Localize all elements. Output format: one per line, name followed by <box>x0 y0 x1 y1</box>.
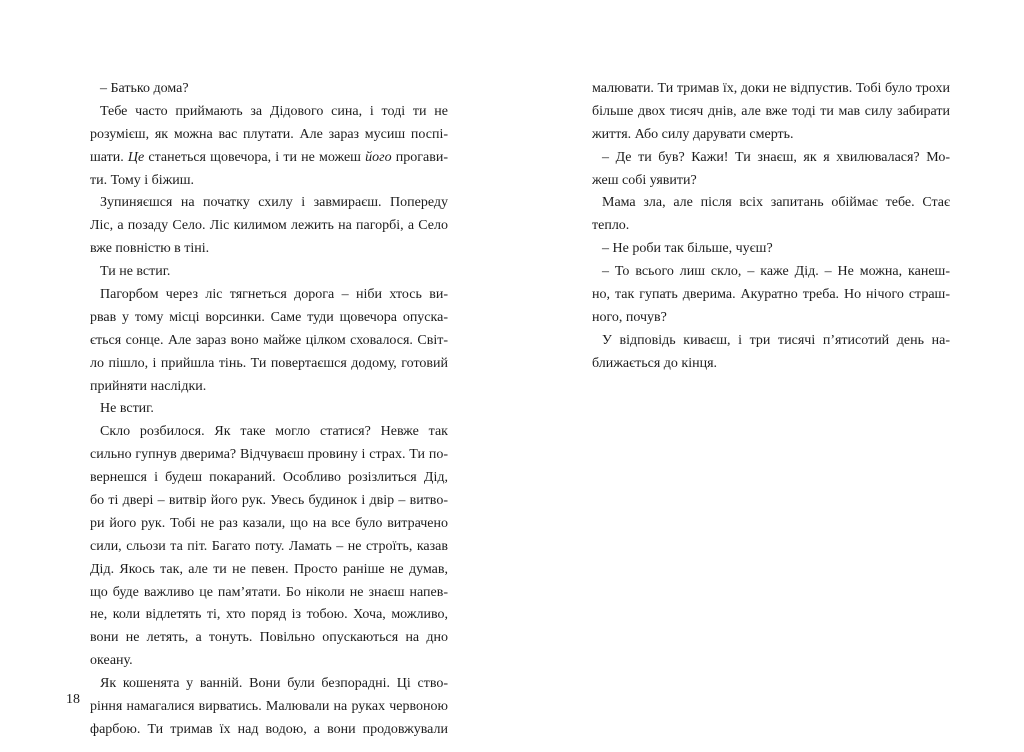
text-line: ри його рук. Тобі не раз казали, що на все було витрачено <box>90 515 448 531</box>
text-line: вони не летять, а тонуть. Повільно опускаються на дно <box>90 630 448 646</box>
text-line: – То всього лиш скло, – каже Дід. – Не можна, канеш- <box>602 264 950 280</box>
text-line: – Батько дома? <box>100 81 189 96</box>
text-line: Зупиняєшся на початку схилу і завмираєш. Попереду <box>100 195 448 211</box>
text-line: ріння намагалися вирватись. Малювали на руках червоною <box>90 699 448 715</box>
text-line: жеш собі уявити? <box>592 172 697 188</box>
text-line: фарбою. Ти тримав їх над водою, а вони продовжували <box>90 721 448 737</box>
page-number: 18 <box>66 692 80 707</box>
text-line: розумієш, як можна вас плутати. Але зараз мусиш поспі- <box>90 126 448 142</box>
text-line: ного, почув? <box>592 309 667 325</box>
text-line: ється сонце. Але зараз воно майже цілком сховалося. Світ- <box>90 332 448 348</box>
text-line: Тебе часто приймають за Дідового сина, і тоді ти не <box>100 103 448 119</box>
text-line: У відповідь киваєш, і три тисячі п’ятисотий день на- <box>602 332 950 348</box>
text-line: тепло. <box>592 218 630 234</box>
text-line: Дід. Якось так, але ти не певен. Просто раніше не думав, <box>90 561 448 577</box>
text-line: Мама зла, але після всіх запитань обіймає тебе. Стає <box>602 195 950 211</box>
right-page-text <box>592 78 950 376</box>
text-line: ти. Тому і біжиш. <box>90 172 195 188</box>
text-line: Ти не встиг. <box>100 264 171 280</box>
text-line: Пагорбом через ліс тягнеться дорога – ніби хтось ви- <box>100 287 448 303</box>
text-line: малювати. Ти тримав їх, доки не відпустив. Тобі було трохи <box>592 81 950 96</box>
text-line: Як кошенята у ванній. Вони були безпорадні. Ці ство- <box>100 676 448 692</box>
text-line: вже повністю в тіні. <box>90 241 210 257</box>
text-line: що буде важливо це пам’ятати. Бо ніколи не знаєш напев- <box>90 584 448 600</box>
text-line: но, так гупать дверима. Акуратно треба. Но нічого страш- <box>592 287 950 303</box>
text-line: Скло розбилося. Як таке могло статися? Невже так <box>100 424 448 440</box>
text-line: прийняти наслідки. <box>90 378 207 394</box>
text-line: сильно гупнув дверима? Відчуваєш провину і страх. Ти по- <box>90 447 448 463</box>
text-line: сили, сльози та піт. Багато поту. Ламать – не строїть, казав <box>90 538 448 554</box>
text-line: не, коли відлетять ті, хто поряд із тобою. Хоча, можливо, <box>90 607 448 623</box>
text-line: ло пішло, і прийшла тінь. Ти повертаєшся додому, готовий <box>90 355 448 371</box>
text-line: – Не роби так більше, чуєш? <box>602 241 773 257</box>
text-line: Не встиг. <box>100 401 154 417</box>
text-line: океану. <box>90 653 133 669</box>
text-line: шати. Це станеться щовечора, і ти не можеш його прогави- <box>90 149 448 165</box>
text-line: – Де ти був? Кажи! Ти знаєш, як я хвилювалася? Мо- <box>602 149 950 165</box>
text-line: бо ті двері – витвір його рук. Увесь будинок і двір – витво- <box>90 493 448 509</box>
left-page-text <box>90 78 448 742</box>
text-line: вернешся і будеш покараний. Особливо розізлиться Дід, <box>90 470 448 486</box>
text-line: життя. Або силу дарувати смерть. <box>592 126 794 142</box>
text-line: Ліс, а позаду Село. Ліс килимом лежить на пагорбі, а Село <box>90 218 448 234</box>
text-line: ближається до кінця. <box>592 355 718 371</box>
text-line: більше двох тисяч днів, але вже тоді ти мав силу забирати <box>592 103 950 119</box>
text-line: рвав у тому місці ворсинки. Саме туди щовечора опуска- <box>90 309 448 325</box>
